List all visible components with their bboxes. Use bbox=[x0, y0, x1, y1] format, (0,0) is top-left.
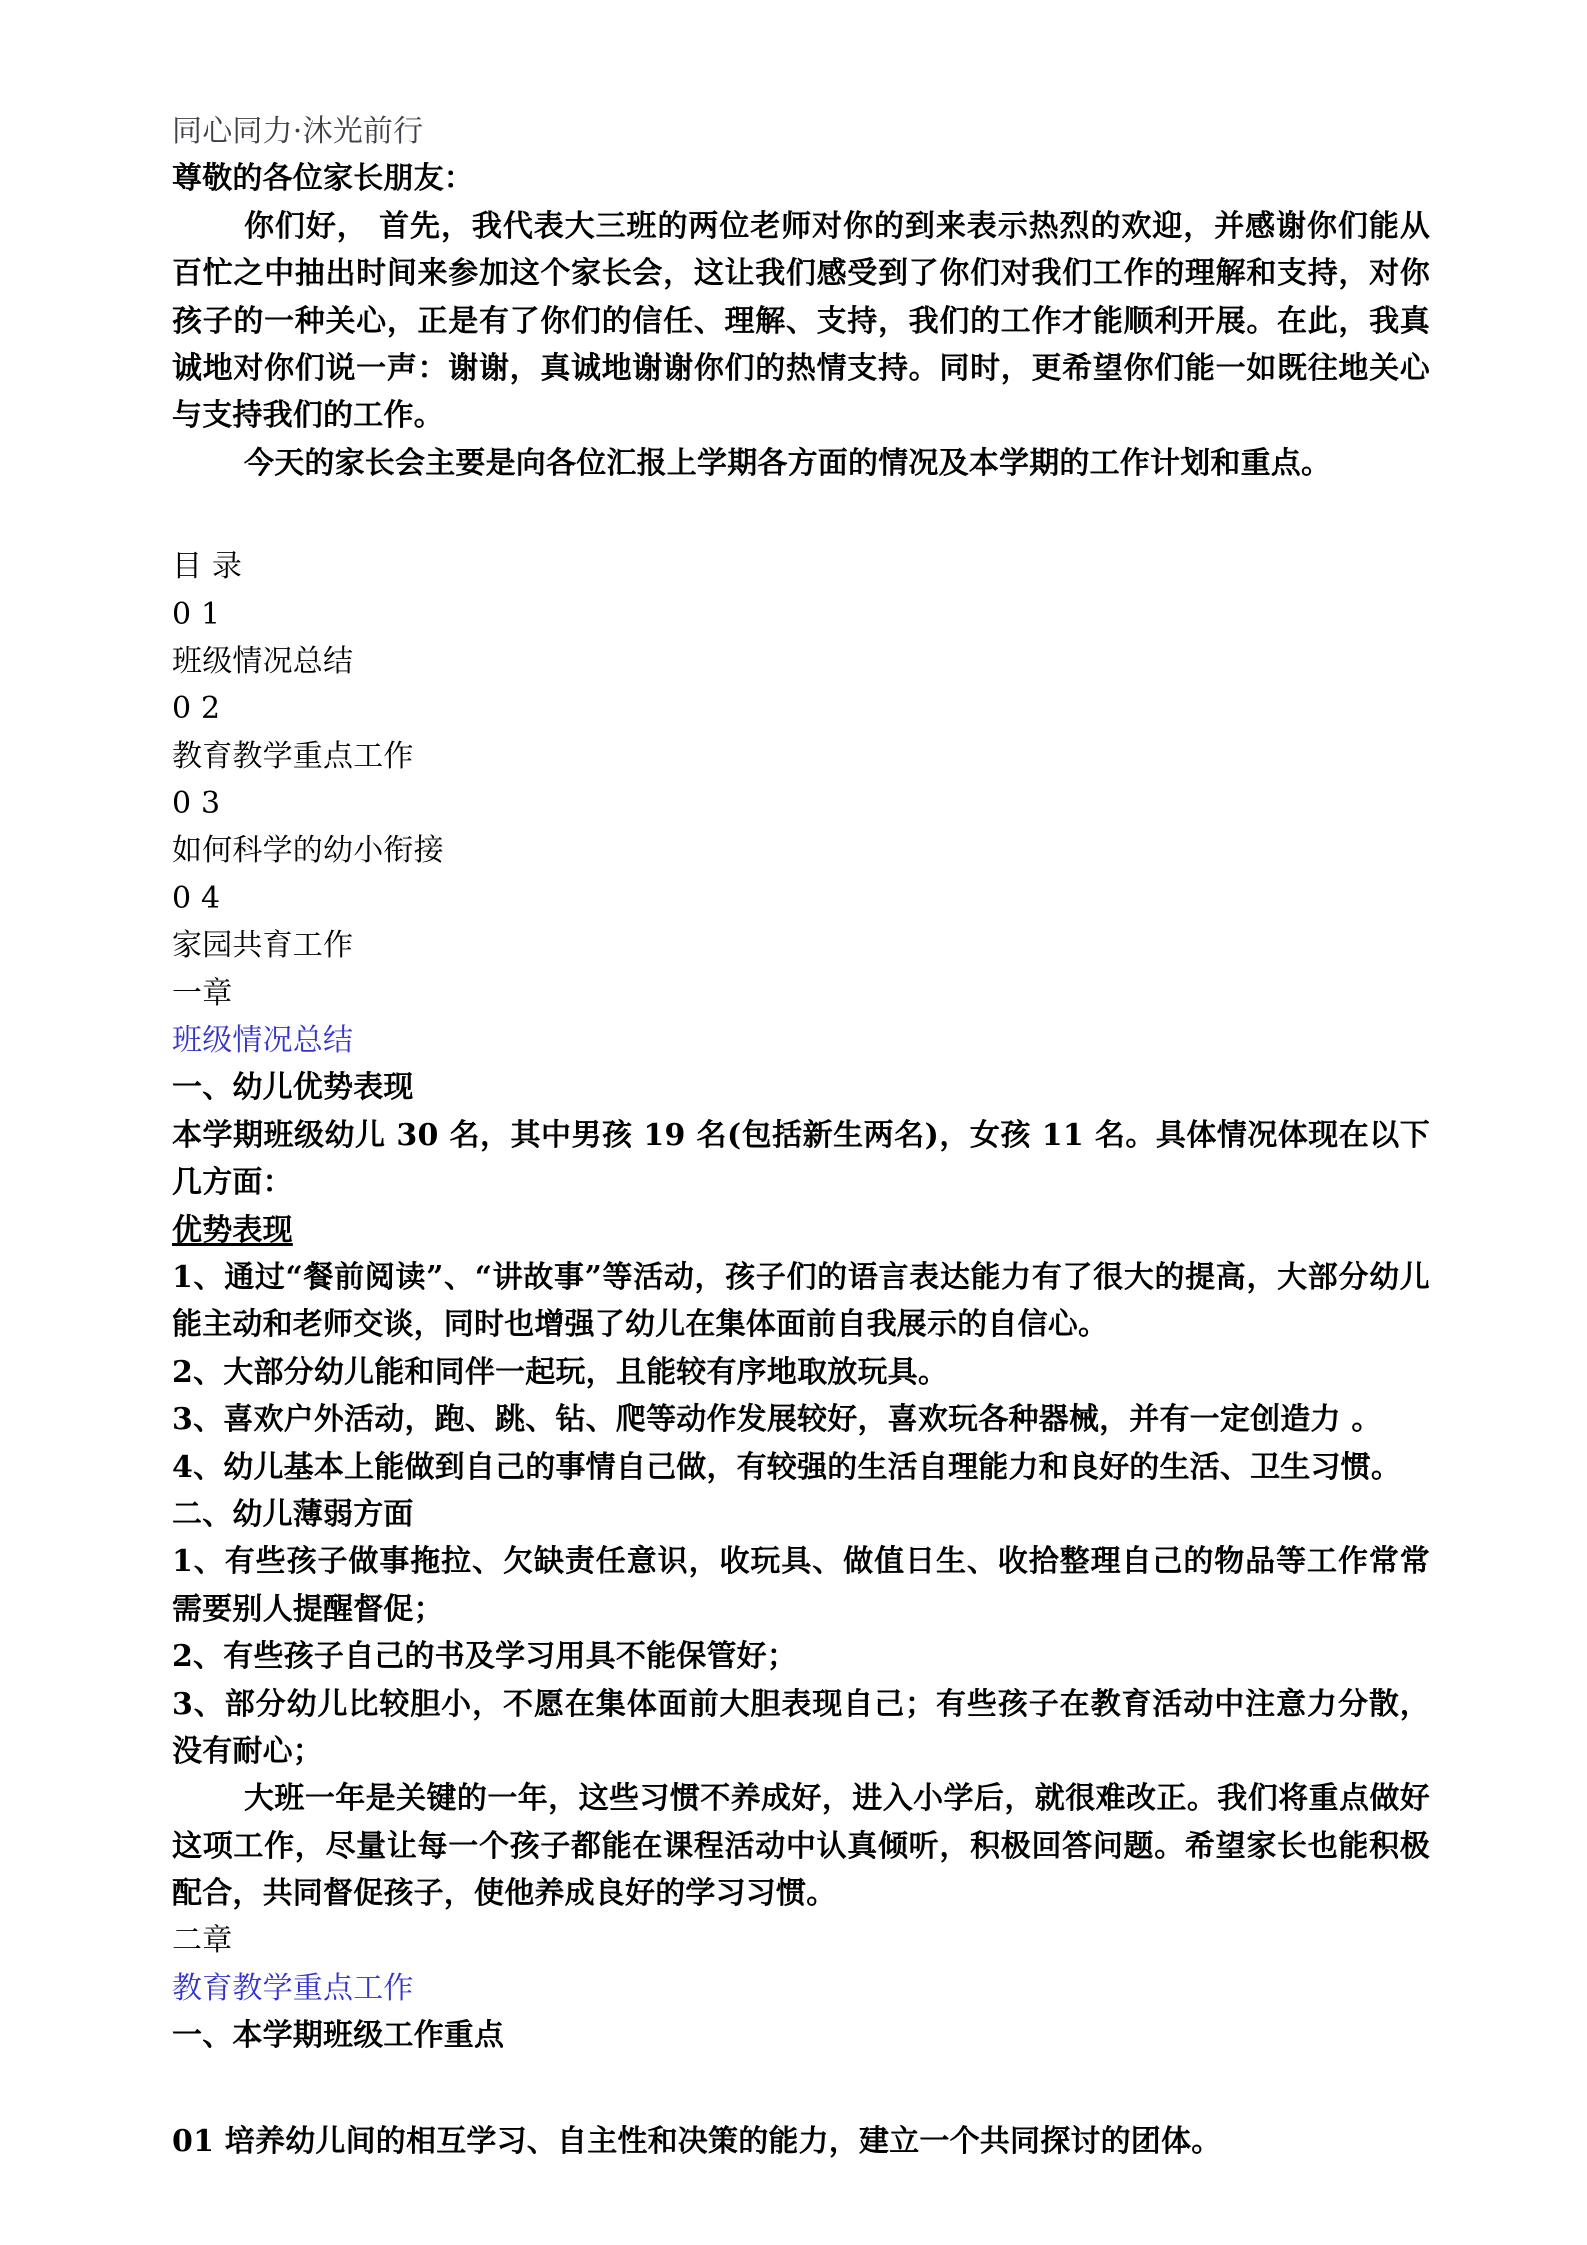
chapter-one-section-two-heading: 二、幼儿薄弱方面 bbox=[172, 1496, 414, 1532]
toc-number-03: 0 3 bbox=[172, 786, 221, 822]
opening-paragraph-1: 你们好， 首先，我代表大三班的两位老师对你的到来表示热烈的欢迎，并感谢你们能从百忙之中抽出时间来参加这个家长会，这让我们感受到了你们对我们工作的理解和支持，对你孩子的一种关心，正是有了你们的信任、理解、支持，我们的工作才能顺利开展。在此，我真诚地对你们说一声：谢谢，真诚地谢谢你们的热情支持。同时，更希望你们能一如既往地关心与支持我们的工作。 bbox=[172, 208, 1430, 434]
toc-label-03: 如何科学的幼小衔接 bbox=[172, 833, 444, 869]
strength-item-1: 1、通过“餐前阅读”、“讲故事”等活动，孩子们的语言表达能力有了很大的提高，大部分幼儿能主动和老师交谈，同时也增强了幼儿在集体面前自我展示的自信心。 bbox=[172, 1259, 1430, 1343]
opening-paragraph-2: 今天的家长会主要是向各位汇报上学期各方面的情况及本学期的工作计划和重点。 bbox=[244, 445, 1332, 481]
toc-number-04: 0 4 bbox=[172, 880, 221, 916]
weakness-item-1: 1、有些孩子做事拖拉、欠缺责任意识，收玩具、做值日生、收拾整理自己的物品等工作常常需要别人提醒督促； bbox=[172, 1544, 1430, 1627]
strength-item-4: 4、幼儿基本上能做到自己的事情自己做，有较强的生活自理能力和良好的生活、卫生习惯。 bbox=[172, 1449, 1402, 1485]
chapter-one-section-one-heading: 一、幼儿优势表现 bbox=[172, 1070, 414, 1106]
weakness-item-2: 2、有些孩子自己的书及学习用具不能保管好； bbox=[172, 1639, 798, 1675]
strengths-heading: 优势表现 bbox=[172, 1212, 293, 1248]
document-caption: 同心同力·沐光前行 bbox=[172, 114, 424, 149]
strength-item-3: 3、喜欢户外活动，跑、跳、钻、爬等动作发展较好，喜欢玩各种器械，并有一定创造力 。 bbox=[172, 1402, 1382, 1438]
chapter-one-blue-title: 班级情况总结 bbox=[172, 1023, 354, 1059]
toc-label-04: 家园共育工作 bbox=[172, 928, 354, 964]
strength-item-2: 2、大部分幼儿能和同伴一起玩，且能较有序地取放玩具。 bbox=[172, 1354, 949, 1390]
salutation: 尊敬的各位家长朋友： bbox=[172, 161, 474, 197]
chapter-two-blue-title: 教育教学重点工作 bbox=[172, 1970, 414, 2006]
table-of-contents bbox=[172, 543, 1430, 970]
document-body bbox=[172, 108, 1430, 2165]
toc-label-01: 班级情况总结 bbox=[172, 643, 354, 679]
toc-number-01: 0 1 bbox=[172, 596, 221, 632]
chapter-two-marker: 二章 bbox=[172, 1923, 233, 1959]
toc-title: 目 录 bbox=[172, 549, 243, 585]
weakness-item-3: 3、部分幼儿比较胆小，不愿在集体面前大胆表现自己；有些孩子在教育活动中注意力分散，没有耐心； bbox=[172, 1686, 1430, 1769]
chapter-one-closing-paragraph: 大班一年是关键的一年，这些习惯不养成好，进入小学后，就很难改正。我们将重点做好这项工作，尽量让每一个孩子都能在课程活动中认真倾听，积极回答问题。希望家长也能积极配合，共同督促孩子，使他养成良好的学习习惯。 bbox=[172, 1781, 1430, 1912]
toc-number-02: 0 2 bbox=[172, 691, 221, 727]
paragraph-spacer bbox=[172, 2060, 1430, 2118]
chapter-one-marker: 一章 bbox=[172, 975, 233, 1011]
enrollment-text: 本学期班级幼儿 30 名，其中男孩 19 名(包括新生两名)，女孩 11 名。具体情况体现在以下几方面： bbox=[172, 1117, 1430, 1201]
toc-label-02: 教育教学重点工作 bbox=[172, 738, 414, 774]
chapter-two-section-one-heading: 一、本学期班级工作重点 bbox=[172, 2018, 505, 2054]
chapter-two-item-1: 01 培养幼儿间的相互学习、自主性和决策的能力，建立一个共同探讨的团体。 bbox=[172, 2123, 1222, 2159]
